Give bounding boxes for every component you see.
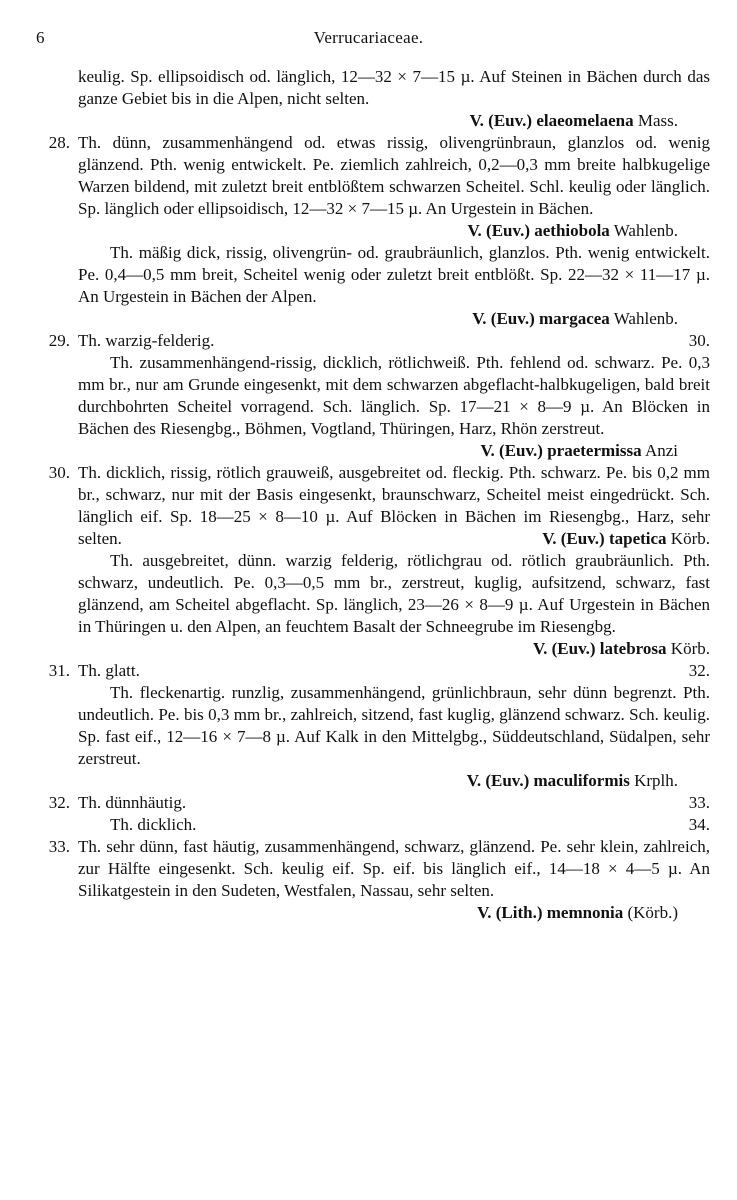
couplet-number: 30. xyxy=(48,463,70,482)
paragraph-text: Th. dicklich, rissig, rötlich grauweiß, ausgebreitet od. fleckig. Pth. schwarz. Pe. bis 0,2 mm br., schwarz, nur mit der Basis eingesenkt, braunschwarz, Scheitel meist eingedrückt. Sch. länglich eif. Sp. 18—25 × 8—10 µ. Auf Blöcken in Bächen im Riesengbg., Harz, sehr selten. xyxy=(78,463,710,548)
paragraph-text: Th. dünn, zusammenhängend od. etwas rissig, olivengrünbraun, glanzlos od. wenig glänzend. Pth. wenig entwickelt. Pe. ziemlich zahlreich, 0,2—0,3 mm breite halbkugelige Warzen bildend, mit zuletzt breit entblößtem schwarzen Scheitel. Schl. keulig oder länglich. Sp. länglich oder ellipsoidisch, 12—32 × 7—15 µ. An Urgestein in Bächen. xyxy=(78,133,710,218)
taxon-prefix: V. (Euv.) xyxy=(466,771,530,790)
taxon-prefix: V. (Euv.) xyxy=(480,441,543,460)
taxon-author: Körb. xyxy=(670,639,710,658)
couplet-number: 31. xyxy=(48,661,70,680)
taxon-epithet: elaeomelaena xyxy=(536,111,634,130)
taxon-name-inline xyxy=(501,638,710,660)
page-number: 6 xyxy=(36,28,45,47)
taxon-name xyxy=(34,770,710,792)
lead-text: Th. glatt. xyxy=(78,661,140,680)
taxon-name-inline xyxy=(542,528,710,550)
couplet-number: 29. xyxy=(48,331,70,350)
taxon-name xyxy=(34,220,710,242)
taxon-author: Wahlenb. xyxy=(613,309,678,328)
taxon-epithet: memnonia xyxy=(546,903,624,922)
taxon-prefix: V. (Euv.) xyxy=(469,111,533,130)
key-paragraph xyxy=(34,242,710,308)
lead-text: Th. dünnhäutig. xyxy=(78,793,187,812)
taxon-prefix: V. (Euv.) xyxy=(533,639,596,658)
key-lead xyxy=(34,814,710,836)
paragraph-text: Th. fleckenartig. runzlig, zusammenhängend, grünlichbraun, sehr dünn begrenzt. Pth. undeutlich. Pe. bis 0,3 mm br., zahlreich, sitzend, fast kuglig, glänzend schwarz. Sch. keulig. Sp. fast eif., 12—16 × 7—8 µ. Auf Kalk in den Mittelgbg., Süddeutschland, Südalpen, sehr zerstreut. xyxy=(78,683,710,768)
taxon-author: Körb. xyxy=(670,529,710,548)
taxon-author: Wahlenb. xyxy=(613,221,678,240)
running-title: Verrucariaceae. xyxy=(313,28,424,47)
page-header xyxy=(36,28,701,54)
paragraph-text: Th. zusammenhängend-rissig, dicklich, rötlichweiß. Pth. fehlend od. schwarz. Pe. 0,3 mm br., nur am Grunde eingesenkt, mit dem schwarzen abgeflacht-halbkugeligen, bald breit durchbohrten Scheitel vorragend. Sch. länglich. Sp. 17—21 × 8—9 µ. An Blöcken in Bächen des Riesengbg., Böhmen, Vogtland, Thüringen, Harz, Rhön zerstreut. xyxy=(78,353,710,438)
key-lead xyxy=(34,330,710,352)
taxon-name xyxy=(34,902,710,924)
taxon-name xyxy=(34,440,710,462)
taxon-prefix: V. (Lith.) xyxy=(477,903,543,922)
couplet-number: 28. xyxy=(48,133,70,152)
taxon-name xyxy=(34,110,710,132)
paragraph-text: keulig. Sp. ellipsoidisch od. länglich, 12—32 × 7—15 µ. Auf Steinen in Bächen durch das ganze Gebiet bis in die Alpen, nicht selten. xyxy=(78,67,710,108)
taxon-prefix: V. (Euv.) xyxy=(472,309,535,328)
key-paragraph xyxy=(34,682,710,770)
taxon-epithet: praetermissa xyxy=(547,441,642,460)
taxon-name xyxy=(34,308,710,330)
couplet-number: 33. xyxy=(48,837,70,856)
taxon-author: Mass. xyxy=(637,111,678,130)
lead-reference: 30. xyxy=(688,331,710,350)
taxon-epithet: margacea xyxy=(538,309,610,328)
lead-text: Th. dicklich. xyxy=(110,815,197,834)
lead-reference: 33. xyxy=(688,793,710,812)
key-paragraph xyxy=(34,462,710,550)
taxon-epithet: maculiformis xyxy=(533,771,630,790)
lead-text: Th. warzig-felderig. xyxy=(78,331,215,350)
taxon-prefix: V. (Euv.) xyxy=(542,529,605,548)
taxon-author: Krplh. xyxy=(634,771,678,790)
key-paragraph xyxy=(34,836,710,902)
key-lead xyxy=(34,792,710,814)
taxon-epithet: tapetica xyxy=(608,529,667,548)
document-body xyxy=(34,66,710,924)
taxon-author: Anzi xyxy=(644,441,678,460)
key-paragraph xyxy=(34,66,710,110)
paragraph-text: Th. ausgebreitet, dünn. warzig felderig, rötlichgrau od. rötlich graubräunlich. Pth. schwarz, undeutlich. Pe. 0,3—0,5 mm br., zerstreut, kuglig, aufsitzend, schwarz, fast glänzend, am Scheitel abgeflacht. Sp. länglich, 23—26 × 8—9 µ. Auf Urgestein in Bächen in Thüringen u. den Alpen, an feuchtem Basalt der Schneegrube im Riesengbg. xyxy=(78,551,710,636)
lead-reference: 34. xyxy=(688,815,710,834)
taxon-prefix: V. (Euv.) xyxy=(467,221,530,240)
lead-reference: 32. xyxy=(688,661,710,680)
taxon-epithet: latebrosa xyxy=(599,639,667,658)
key-paragraph xyxy=(34,550,710,660)
couplet-number: 32. xyxy=(48,793,70,812)
key-lead xyxy=(34,660,710,682)
paragraph-text: Th. sehr dünn, fast häutig, zusammenhängend, schwarz, glänzend. Pe. sehr klein, zahlreich, zur Hälfte eingesenkt. Sch. keulig eif. Sp. eif. bis länglich eif., 14—18 × 4—5 µ. An Silikatgestein in den Sudeten, Westfalen, Nassau, sehr selten. xyxy=(78,837,710,900)
taxon-author: (Körb.) xyxy=(627,903,678,922)
key-paragraph xyxy=(34,132,710,220)
paragraph-text: Th. mäßig dick, rissig, olivengrün- od. graubräunlich, glanzlos. Pth. wenig entwickelt. Pe. 0,4—0,5 mm breit, Scheitel wenig oder zuletzt breit entblößt. Sp. 22—32 × 11—17 µ. An Urgestein in Bächen der Alpen. xyxy=(78,243,710,306)
key-paragraph xyxy=(34,352,710,440)
taxon-epithet: aethiobola xyxy=(534,221,610,240)
